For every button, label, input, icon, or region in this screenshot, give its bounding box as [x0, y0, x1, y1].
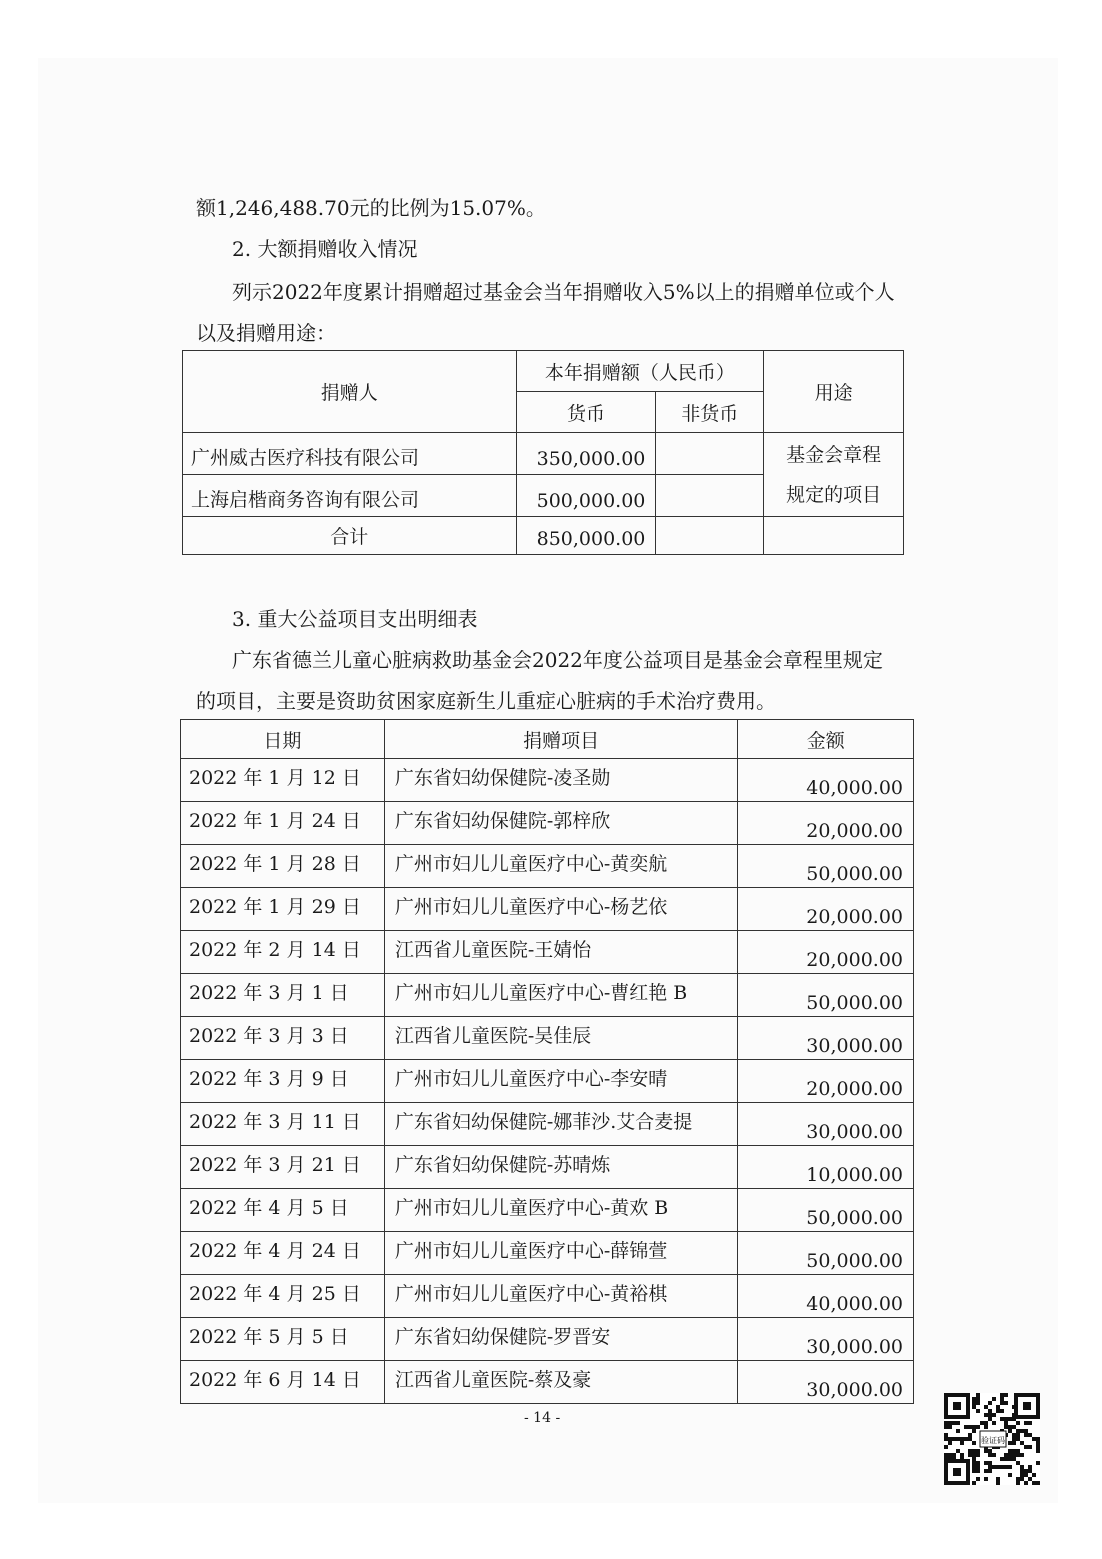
header-amount: 本年捐赠额（人民币） [516, 351, 764, 392]
project-date: 2022 年 4 月 24 日 [181, 1232, 385, 1275]
project-row [181, 974, 914, 1017]
project-amount: 40,000.00 [738, 759, 914, 802]
donor-currency: 500,000.00 [516, 475, 656, 517]
project-row [181, 1017, 914, 1060]
project-row [181, 1103, 914, 1146]
section-2-description-cont: 以及捐赠用途： [196, 321, 336, 345]
usage-line-2: 规定的项目 [786, 483, 882, 506]
qr-code [944, 1393, 1040, 1485]
total-label: 合计 [183, 517, 517, 555]
project-amount: 30,000.00 [738, 1017, 914, 1060]
project-date: 2022 年 3 月 9 日 [181, 1060, 385, 1103]
project-name: 广东省妇幼保健院-苏晴炼 [384, 1146, 738, 1189]
project-row [181, 845, 914, 888]
project-name: 广州市妇儿儿童医疗中心-李安晴 [384, 1060, 738, 1103]
project-date: 2022 年 4 月 5 日 [181, 1189, 385, 1232]
project-name: 江西省儿童医院-蔡及豪 [384, 1361, 738, 1404]
section-3-description-cont: 的项目，主要是资助贫困家庭新生儿重症心脏病的手术治疗费用。 [196, 689, 776, 713]
project-date: 2022 年 5 月 5 日 [181, 1318, 385, 1361]
project-amount: 30,000.00 [738, 1103, 914, 1146]
project-name: 广东省妇幼保健院-凌圣勋 [384, 759, 738, 802]
section-3-description: 广东省德兰儿童心脏病救助基金会2022年度公益项目是基金会章程里规定 [232, 648, 883, 672]
project-date: 2022 年 2 月 14 日 [181, 931, 385, 974]
project-row [181, 888, 914, 931]
header-currency: 货币 [516, 392, 656, 433]
project-name: 广州市妇儿儿童医疗中心-曹红艳 B [384, 974, 738, 1017]
project-name: 广州市妇儿儿童医疗中心-黄裕棋 [384, 1275, 738, 1318]
project-amount: 50,000.00 [738, 974, 914, 1017]
donor-row [183, 433, 904, 475]
usage-line-1: 基金会章程 [786, 443, 882, 466]
project-name: 广州市妇儿儿童医疗中心-薛锦萱 [384, 1232, 738, 1275]
project-name: 江西省儿童医院-王婧怡 [384, 931, 738, 974]
project-date: 2022 年 6 月 14 日 [181, 1361, 385, 1404]
project-row [181, 1318, 914, 1361]
project-name: 广东省妇幼保健院-郭梓欣 [384, 802, 738, 845]
project-table [180, 719, 914, 1404]
donor-usage [764, 433, 904, 517]
donor-currency: 350,000.00 [516, 433, 656, 475]
project-amount: 30,000.00 [738, 1318, 914, 1361]
total-noncurrency [656, 517, 764, 555]
donor-name: 上海启楷商务咨询有限公司 [183, 475, 517, 517]
project-date: 2022 年 1 月 12 日 [181, 759, 385, 802]
project-row [181, 1232, 914, 1275]
project-date: 2022 年 4 月 25 日 [181, 1275, 385, 1318]
project-amount: 50,000.00 [738, 1232, 914, 1275]
donor-table [182, 350, 904, 555]
project-amount: 40,000.00 [738, 1275, 914, 1318]
donor-noncurrency [656, 433, 764, 475]
project-row [181, 1146, 914, 1189]
project-date: 2022 年 3 月 1 日 [181, 974, 385, 1017]
project-table-header [181, 720, 914, 759]
donor-name: 广州威古医疗科技有限公司 [183, 433, 517, 475]
total-usage [764, 517, 904, 555]
project-name: 广州市妇儿儿童医疗中心-杨艺依 [384, 888, 738, 931]
section-2-description: 列示2022年度累计捐赠超过基金会当年捐赠收入5%以上的捐赠单位或个人 [232, 280, 895, 304]
project-amount: 20,000.00 [738, 931, 914, 974]
page-number: - 14 - [524, 1410, 561, 1426]
donor-total-row [183, 517, 904, 555]
project-name: 广东省妇幼保健院-罗晋安 [384, 1318, 738, 1361]
project-amount: 20,000.00 [738, 802, 914, 845]
project-row [181, 759, 914, 802]
project-date: 2022 年 3 月 3 日 [181, 1017, 385, 1060]
project-row [181, 931, 914, 974]
project-amount: 50,000.00 [738, 1189, 914, 1232]
project-date: 2022 年 3 月 21 日 [181, 1146, 385, 1189]
header-noncurrency: 非货币 [656, 392, 764, 433]
project-date: 2022 年 1 月 24 日 [181, 802, 385, 845]
project-amount: 20,000.00 [738, 1060, 914, 1103]
total-currency: 850,000.00 [516, 517, 656, 555]
project-row [181, 802, 914, 845]
project-amount: 20,000.00 [738, 888, 914, 931]
header-date: 日期 [181, 720, 385, 759]
project-date: 2022 年 1 月 28 日 [181, 845, 385, 888]
project-name: 江西省儿童医院-吴佳辰 [384, 1017, 738, 1060]
project-name: 广州市妇儿儿童医疗中心-黄欢 B [384, 1189, 738, 1232]
project-row [181, 1060, 914, 1103]
header-amount: 金额 [738, 720, 914, 759]
project-amount: 10,000.00 [738, 1146, 914, 1189]
project-date: 2022 年 3 月 11 日 [181, 1103, 385, 1146]
qr-verify-label: 验证码 [981, 1436, 1005, 1445]
project-name: 广州市妇儿儿童医疗中心-黄奕航 [384, 845, 738, 888]
project-row [181, 1361, 914, 1404]
project-amount: 50,000.00 [738, 845, 914, 888]
project-name: 广东省妇幼保健院-娜菲沙.艾合麦提 [384, 1103, 738, 1146]
project-amount: 30,000.00 [738, 1361, 914, 1404]
project-row [181, 1189, 914, 1232]
intro-line: 额1,246,488.70元的比例为15.07%。 [196, 196, 546, 220]
header-usage: 用途 [764, 351, 904, 433]
section-2-title: 2. 大额捐赠收入情况 [232, 237, 418, 261]
header-donor: 捐赠人 [183, 351, 517, 433]
project-row [181, 1275, 914, 1318]
section-3-title: 3. 重大公益项目支出明细表 [232, 607, 478, 631]
donor-noncurrency [656, 475, 764, 517]
project-date: 2022 年 1 月 29 日 [181, 888, 385, 931]
header-project: 捐赠项目 [384, 720, 738, 759]
